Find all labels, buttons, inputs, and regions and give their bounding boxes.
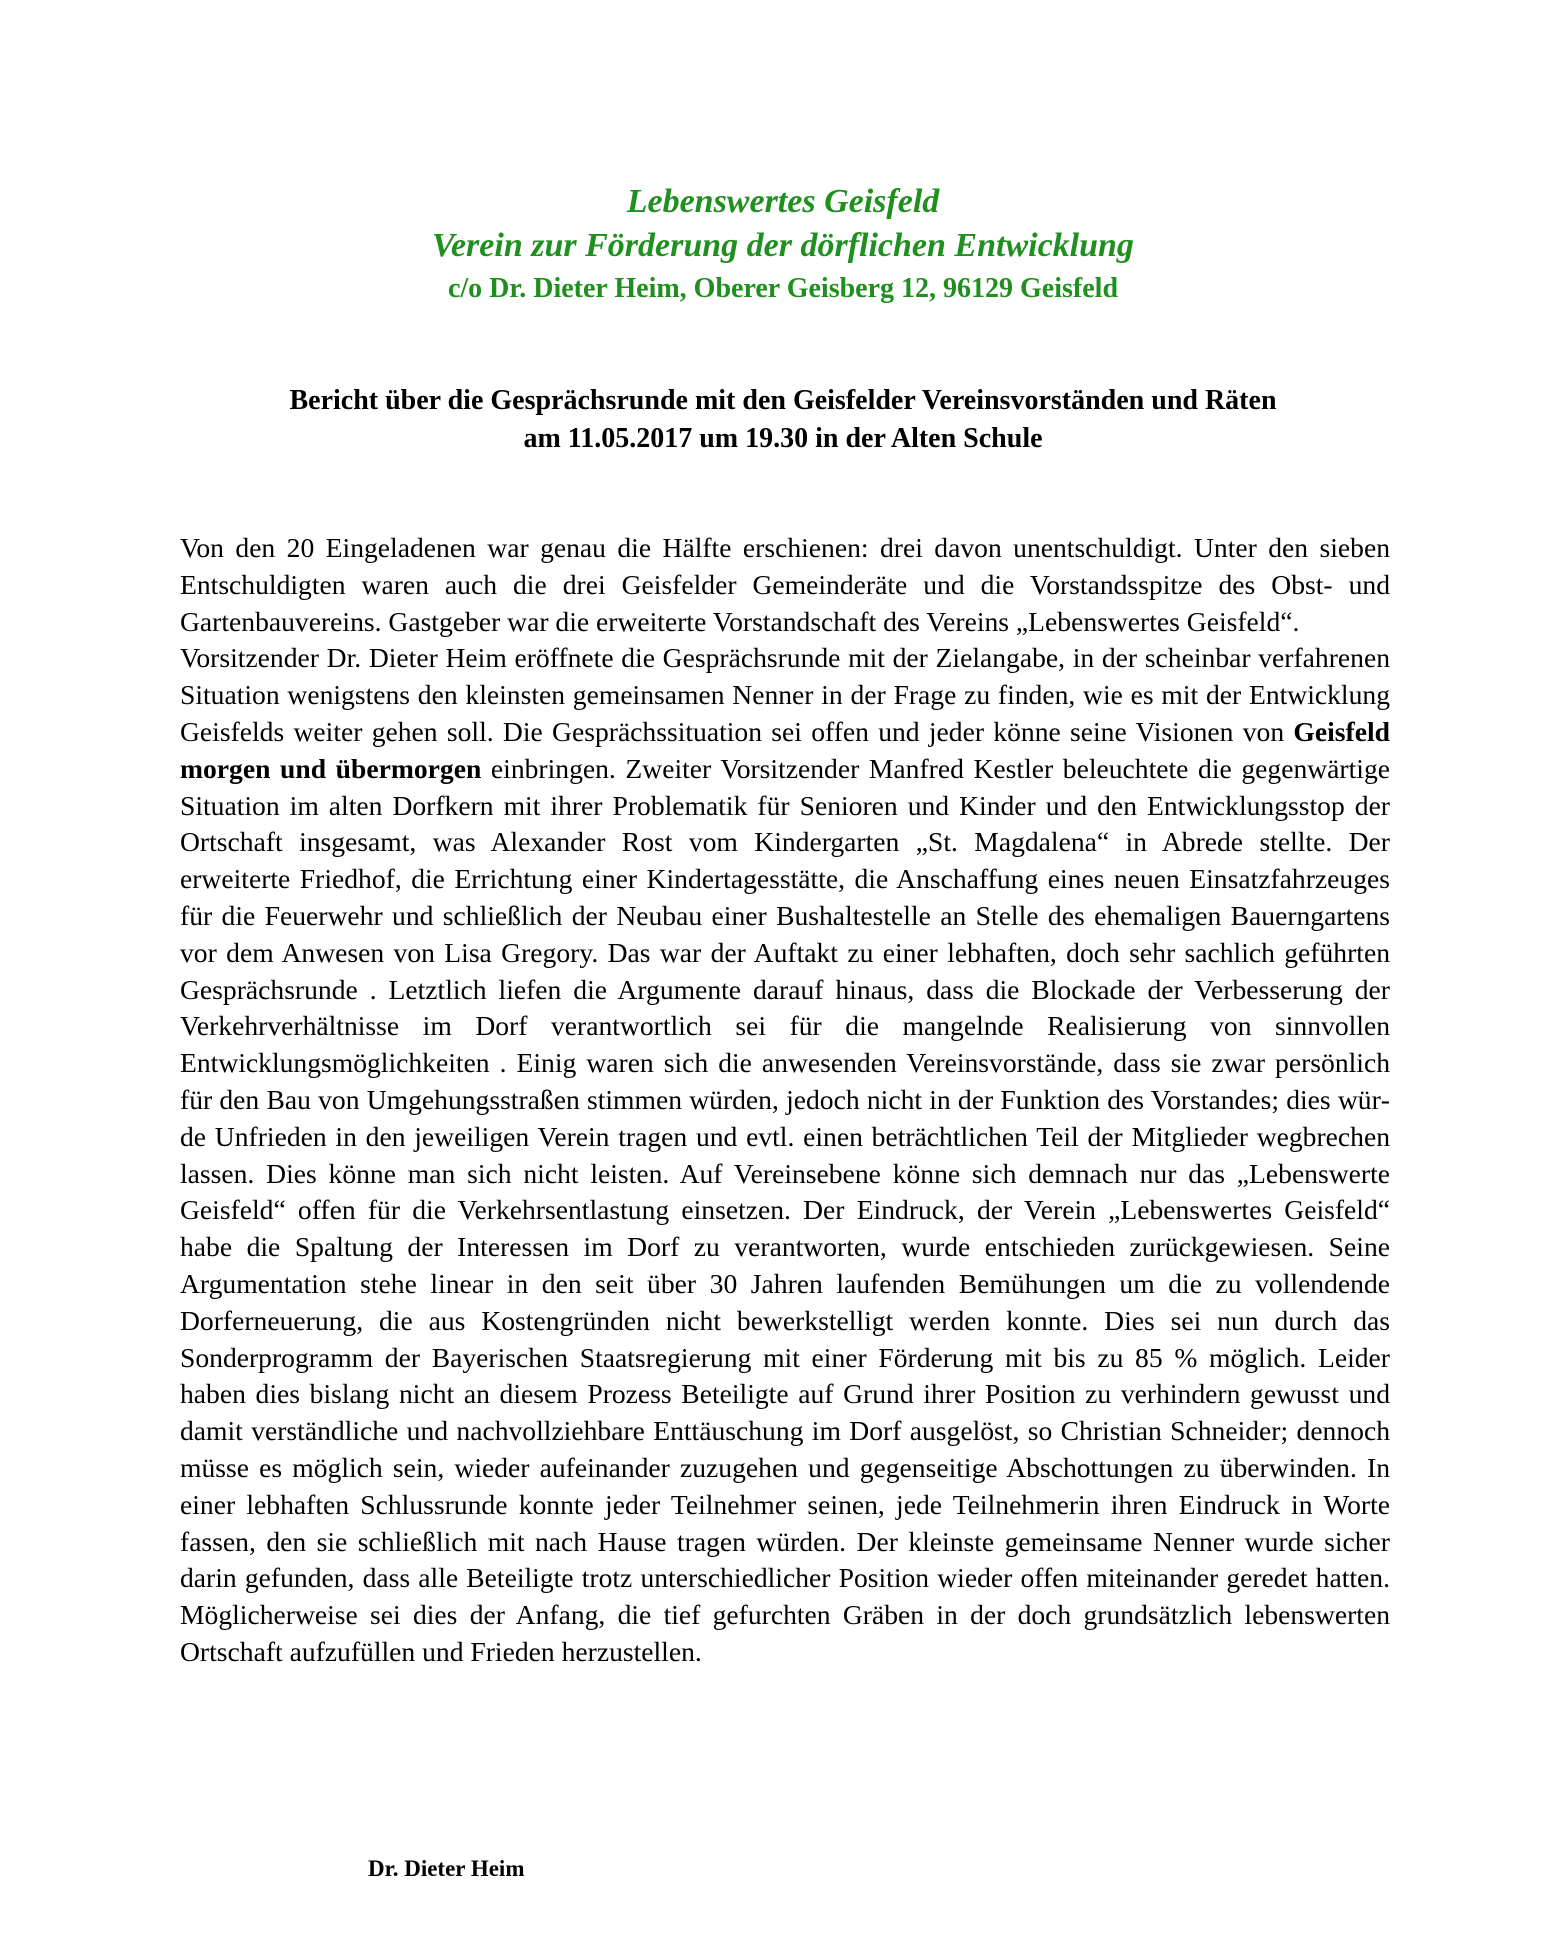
- report-body: [180, 530, 1390, 1671]
- association-subtitle: Verein zur Förderung der dörflichen Entwicklung: [432, 227, 1134, 264]
- association-address: c/o Dr. Dieter Heim, Oberer Geisberg 12, 96129 Geisfeld: [447, 273, 1119, 304]
- association-name: Lebenswertes Geisfeld: [626, 183, 940, 220]
- letterhead: [0, 180, 1566, 310]
- body-paragraph-2-rest: einbringen. Zweiter Vorsitzender Manfred Kestler beleuchtete die gegenwärtige Situation im alten Dorfkern mit ihrer Problematik für Senioren und Kinder und den Entwicklungsstop der Ortschaft insgesamt, was Alexander Rost vom Kindergarten „St. Magdalena“ in Abrede stellte. Der erweiterte Friedhof, die Errichtung einer Kindertagesstätte, die Anschaffung eines neuen Einsatzfahrzeuges für die Feuerwehr und schließlich der Neubau einer Bushaltestelle an Stelle des ehemaligen Bauerngartens vor dem Anwesen von Lisa Gregory. Das war der Auftakt zu einer lebhaften, doch sehr sachlich geführten Gesprächsrunde . Letztlich liefen die Argumente darauf hinaus, dass die Blockade der Verbesserung der Verkehrverhältnisse im Dorf verantwortlich sei für die mangelnde Realisierung von sinnvollen Entwicklungsmöglichkeiten . Einig waren sich die anwesenden Vereinsvorstände, dass sie zwar persönlich für den Bau von Umgehungsstraßen stimmen würden, jedoch nicht in der Funktion des Vorstandes; dies würde Unfrieden in den jeweiligen Verein tragen und evtl. einen beträchtlichen Teil der Mitglieder wegbrechen lassen. Dies könne man sich nicht leisten. Auf Vereinsebene könne sich demnach nur das „Lebenswerte Geisfeld“ offen für die Verkehrsentlastung einsetzen. Der Eindruck, der Verein „Lebenswertes Geisfeld“ habe die Spaltung der Interessen im Dorf zu verantworten, wurde entschieden zurückgewiesen. Seine Argumentation stehe linear in den seit über 30 Jahren laufenden Bemühungen um die zu vollendende Dorferneuerung, die aus Kostengründen nicht bewerkstelligt werden konnte. Dies sei nun durch das Sonderprogramm der Bayerischen Staatsregierung mit einer Förderung mit bis zu 85 % möglich. Leider haben dies bislang nicht an diesem Prozess Beteiligte auf Grund ihrer Position zu verhindern gewusst und damit verständliche und nachvollziehbare Enttäuschung im Dorf ausgelöst, so Christian Schneider; dennoch müsse es möglich sein, wieder aufeinander zuzugehen und gegenseitige Abschottungen zu überwinden. In einer lebhaften Schlussrunde konnte jeder Teilnehmer seinen, jede Teilnehmerin ihren Eindruck in Worte fassen, den sie schließlich mit nach Hause tragen würden. Der kleinste gemeinsame Nenner wurde sicher darin gefunden, dass alle Beteiligte trotz unterschiedlicher Position wieder offen miteinander geredet hatten. Möglicherweise sei dies der Anfang, die tief gefurchten Gräben in der doch grundsätzlich lebenswerten Ortschaft aufzufüllen und Frieden herzustellen.: [180, 752, 1390, 1667]
- signature: Dr. Dieter Heim: [368, 1856, 525, 1881]
- body-paragraph-1: Von den 20 Eingeladenen war genau die Hälfte erschienen: drei davon unentschuldigt. Unter den sieben Entschuldigten waren auch die drei Geisfelder Gemeinderäte und die Vorstandsspitze des Obst- und Gartenbauvereins. Gastgeber war die erweiterte Vorstandschaft des Vereins „Lebenswertes Geisfeld“.: [180, 532, 1390, 637]
- report-title-line-1: Bericht über die Gesprächsrunde mit den Geisfelder Vereinsvorständen und Räten: [289, 385, 1277, 416]
- report-title-line-2: am 11.05.2017 um 19.30 in der Alten Schule: [523, 423, 1043, 454]
- report-title: [0, 382, 1566, 458]
- body-paragraph-2: [180, 640, 1390, 1670]
- body-paragraph-2-start: Vorsitzender Dr. Dieter Heim eröffnete die Gesprächsrunde mit der Zielangabe, in der scheinbar verfahrenen Situation wenigstens den kleinsten gemeinsamen Nenner in der Frage zu finden, wie es mit der Entwicklung Geisfelds weiter gehen soll. Die Gesprächssituation sei offen und jeder könne seine Visionen von: [180, 642, 1390, 747]
- body-paragraph-2-emphasis: Geisfeld morgen und übermorgen: [180, 715, 1390, 784]
